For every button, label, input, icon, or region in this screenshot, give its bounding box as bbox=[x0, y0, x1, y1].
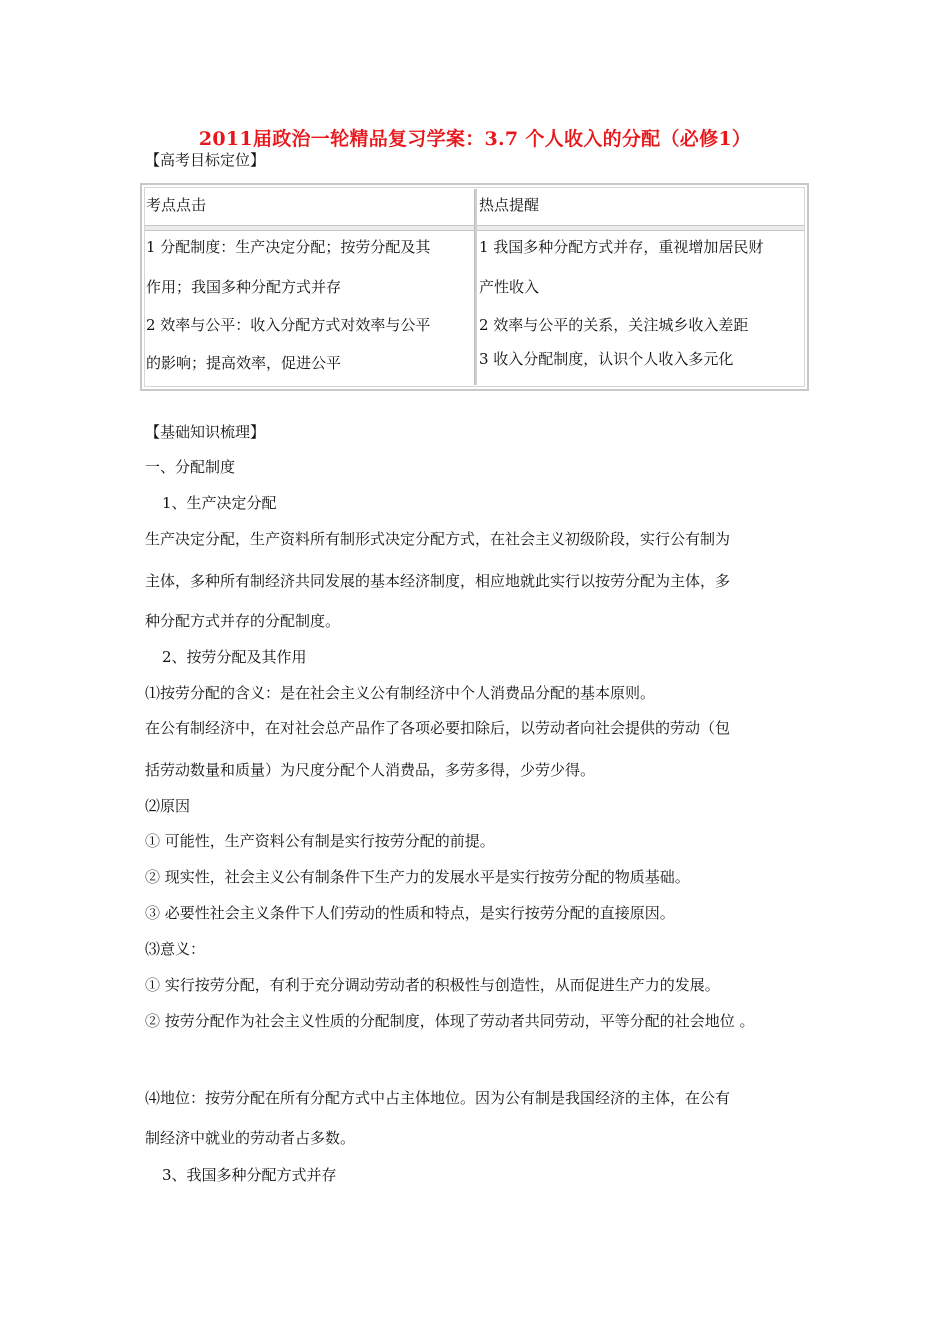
table-cell-col1-line: 1 分配制度：生产决定分配；按劳分配及其 bbox=[146, 238, 431, 256]
table-header-hot-topics: 热点提醒 bbox=[479, 196, 540, 214]
list-item: ③ 必要性社会主义条件下人们劳动的性质和特点，是实行按劳分配的直接原因。 bbox=[145, 904, 675, 922]
paragraph-line: 括劳动数量和质量）为尺度分配个人消费品，多劳多得，少劳少得。 bbox=[145, 761, 596, 779]
table-column-divider bbox=[474, 189, 477, 385]
table-cell-col2-line: 2 效率与公平的关系，关注城乡收入差距 bbox=[479, 316, 749, 334]
list-item: ② 现实性，社会主义公有制条件下生产力的发展水平是实行按劳分配的物质基础。 bbox=[145, 868, 690, 886]
heading-level1: 一、分配制度 bbox=[145, 458, 236, 476]
paragraph-line: 在公有制经济中，在对社会总产品作了各项必要扣除后，以劳动者向社会提供的劳动（包 bbox=[145, 719, 731, 737]
paragraph-line: ⑷地位：按劳分配在所有分配方式中占主体地位。因为公有制是我国经济的主体，在公有 bbox=[145, 1089, 731, 1107]
table-cell-col2-line: 产性收入 bbox=[479, 278, 540, 296]
heading-level2: 1、生产决定分配 bbox=[162, 494, 277, 512]
target-table bbox=[140, 183, 809, 391]
paragraph-line: ⑵原因 bbox=[145, 797, 191, 815]
list-item: ① 可能性，生产资料公有制是实行按劳分配的前提。 bbox=[145, 832, 495, 850]
paragraph-line: ⑴按劳分配的含义：是在社会主义公有制经济中个人消费品分配的基本原则。 bbox=[145, 684, 656, 702]
list-item: ① 实行按劳分配，有利于充分调动劳动者的积极性与创造性，从而促进生产力的发展。 bbox=[145, 976, 720, 994]
paragraph-line: ⑶意义： bbox=[145, 940, 206, 958]
heading-level2: 2、按劳分配及其作用 bbox=[162, 648, 307, 666]
section-heading-target: 【高考目标定位】 bbox=[145, 151, 266, 169]
paragraph-line: 生产决定分配，生产资料所有制形式决定分配方式，在社会主义初级阶段，实行公有制为 bbox=[145, 530, 731, 548]
table-header-exam-points: 考点点击 bbox=[146, 196, 207, 214]
table-cell-col1-line: 2 效率与公平：收入分配方式对效率与公平 bbox=[146, 316, 431, 334]
list-item: ② 按劳分配作为社会主义性质的分配制度，体现了劳动者共同劳动，平等分配的社会地位 。 bbox=[145, 1012, 755, 1030]
heading-level2: 3、我国多种分配方式并存 bbox=[162, 1166, 337, 1184]
table-cell-col2-line: 1 我国多种分配方式并存，重视增加居民财 bbox=[479, 238, 764, 256]
table-cell-col1-line: 作用；我国多种分配方式并存 bbox=[146, 278, 342, 296]
section-heading-basics: 【基础知识梳理】 bbox=[145, 423, 266, 441]
paragraph-line: 制经济中就业的劳动者占多数。 bbox=[145, 1129, 356, 1147]
table-cell-col2-line: 3 收入分配制度，认识个人收入多元化 bbox=[479, 350, 734, 368]
paragraph-line: 主体，多种所有制经济共同发展的基本经济制度，相应地就此实行以按劳分配为主体，多 bbox=[145, 572, 731, 590]
document-title: 2011届政治一轮精品复习学案：3.7 个人收入的分配（必修1） bbox=[198, 128, 752, 150]
paragraph-line: 种分配方式并存的分配制度。 bbox=[145, 612, 341, 630]
table-cell-col1-line: 的影响；提高效率，促进公平 bbox=[146, 354, 342, 372]
